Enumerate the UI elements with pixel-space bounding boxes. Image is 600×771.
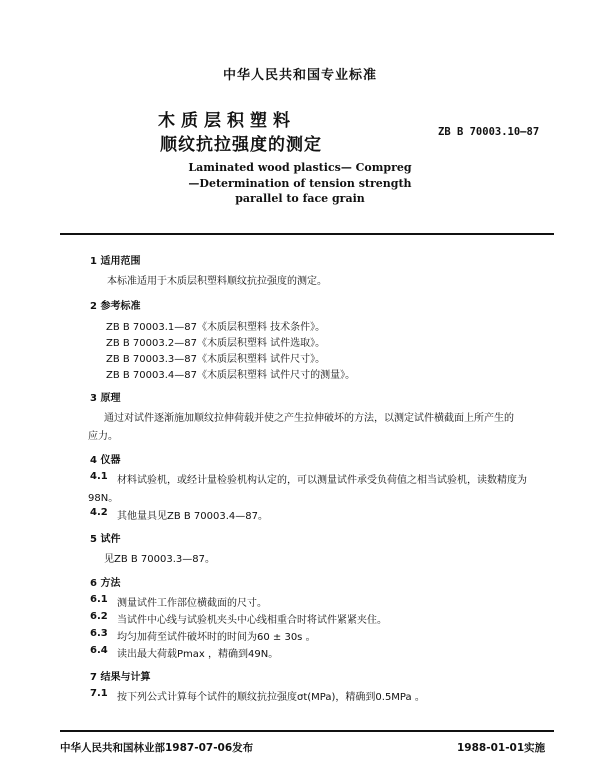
clause-number: 4.2 <box>90 507 108 518</box>
clause-number: 7.1 <box>90 688 108 699</box>
section-3-heading: 3 原理 <box>90 393 121 404</box>
section-1-text: 本标准适用于木质层积塑料顺纹抗拉强度的测定。 <box>107 276 327 287</box>
clause-number: 6.2 <box>90 611 108 622</box>
title-en-line-2: —Determination of tension strength <box>188 177 412 190</box>
clause-text: 当试件中心线与试验机夹头中心线相重合时将试件紧紧夹住。 <box>117 615 387 626</box>
section-2-heading: 2 参考标准 <box>90 301 141 312</box>
footer-divider <box>60 730 554 732</box>
section-3-text-line-1: 通过对试件逐渐施加顺纹拉伸荷载并使之产生拉伸破坏的方法，以测定试件横截面上所产生的 <box>104 413 514 424</box>
section-4-heading: 4 仪器 <box>90 455 121 466</box>
title-cn-line-2: 顺纹抗拉强度的测定 <box>160 135 322 155</box>
section-6-heading: 6 方法 <box>90 578 121 589</box>
section-3-text-line-2: 应力。 <box>88 431 118 442</box>
footer-publisher: 中华人民共和国林业部1987-07-06发布 <box>60 742 254 754</box>
clause-7-1-text: 按下列公式计算每个试件的顺纹抗拉强度σt(MPa)，精确到0.5MPa 。 <box>117 692 425 703</box>
section-7-heading: 7 结果与计算 <box>90 672 151 683</box>
title-cn-line-1: 木质层积塑料 <box>158 111 296 131</box>
clause-4-2-text: 其他量具见ZB B 70003.4—87。 <box>117 511 269 522</box>
standard-category-title: 中华人民共和国专业标准 <box>222 68 377 83</box>
footer-effective-date: 1988-01-01实施 <box>457 742 546 754</box>
clause-number: 4.1 <box>90 471 108 482</box>
reference-item: ZB B 70003.4—87《木质层积塑料 试件尺寸的测量》。 <box>106 370 356 381</box>
reference-item: ZB B 70003.2—87《木质层积塑料 试件选取》。 <box>106 338 326 349</box>
clause-number: 6.4 <box>90 645 108 656</box>
header-divider <box>60 233 554 235</box>
clause-4-1-line-2: 98N。 <box>88 493 119 504</box>
clause-text: 均匀加荷至试件破坏时的时间为60 ± 30s 。 <box>117 632 316 643</box>
section-5-text: 见ZB B 70003.3—87。 <box>104 554 216 565</box>
title-en-line-1: Laminated wood plastics— Compreg <box>188 161 412 174</box>
section-1-heading: 1 适用范围 <box>90 256 141 267</box>
clause-text: 测量试件工作部位横截面的尺寸。 <box>117 598 267 609</box>
reference-item: ZB B 70003.1—87《木质层积塑料 技术条件》。 <box>106 322 326 333</box>
clause-number: 6.3 <box>90 628 108 639</box>
title-en-line-3: parallel to face grain <box>235 192 365 205</box>
standard-code: ZB B 70003.10—87 <box>438 126 540 138</box>
clause-4-1-line-1: 材料试验机，或经计量检验机构认定的，可以测量试件承受负荷值之相当试验机，读数精度为 <box>117 475 527 486</box>
reference-item: ZB B 70003.3—87《木质层积塑料 试件尺寸》。 <box>106 354 326 365</box>
clause-text: 读出最大荷载Pmax ，精确到49N。 <box>117 649 279 660</box>
section-5-heading: 5 试件 <box>90 534 121 545</box>
clause-number: 6.1 <box>90 594 108 605</box>
